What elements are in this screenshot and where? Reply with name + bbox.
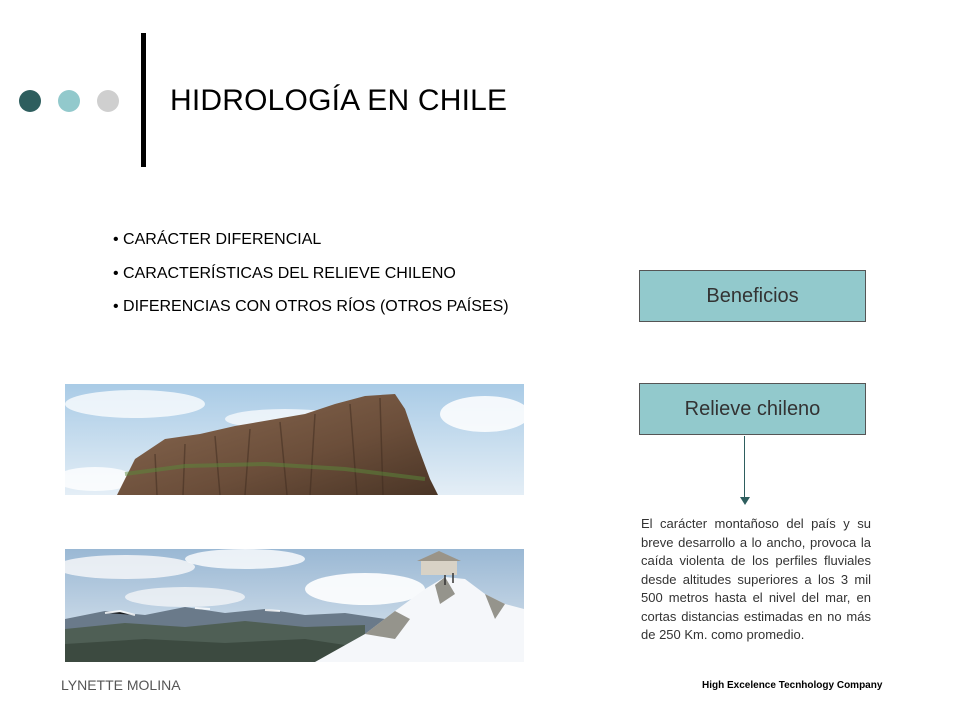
- bullet-list: [113, 230, 509, 331]
- rocky-mountain-peak-photo: [65, 384, 524, 495]
- relieve-chileno-box: Relieve chileno: [639, 383, 866, 435]
- bullet-item: • DIFERENCIAS CON OTROS RÍOS (OTROS PAÍSES): [113, 297, 509, 317]
- connector-arrow-line: [744, 436, 745, 498]
- decor-dot-dark: [19, 90, 41, 112]
- bullet-item: • CARÁCTER DIFERENCIAL: [113, 230, 509, 250]
- decor-dot-teal: [58, 90, 80, 112]
- author-name: LYNETTE MOLINA: [61, 677, 181, 693]
- beneficios-box: Beneficios: [639, 270, 866, 322]
- decor-dot-gray: [97, 90, 119, 112]
- title-divider: [141, 33, 146, 167]
- slide-title: HIDROLOGÍA EN CHILE: [170, 84, 508, 117]
- relieve-description: El carácter montañoso del país y su breve desarrollo a lo ancho, provoca la caída violenta de los perfiles fluviales desde altitudes superiores a los 3 mil 500 metros hasta el nivel del mar, en cortas distancias estimadas en no más de 250 Km. como promedio.: [641, 516, 871, 642]
- bullet-item: • CARACTERÍSTICAS DEL RELIEVE CHILENO: [113, 264, 509, 284]
- snowy-mountain-panorama-photo: [65, 549, 524, 662]
- arrow-down-icon: [740, 497, 750, 505]
- company-name: High Excelence Tecnhology Company: [702, 680, 883, 691]
